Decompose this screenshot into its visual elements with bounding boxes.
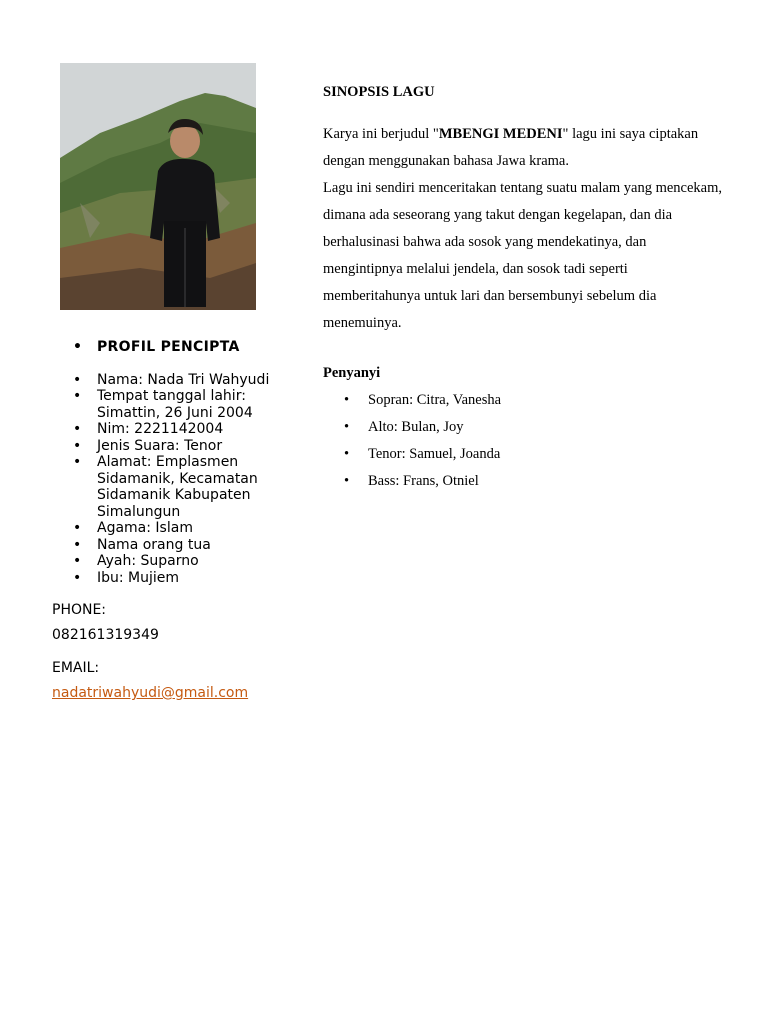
profile-photo-illustration bbox=[60, 63, 256, 310]
synopsis-column bbox=[323, 79, 723, 495]
email-link[interactable]: nadatriwahyudi@gmail.com bbox=[52, 685, 249, 701]
profile-photo bbox=[60, 63, 256, 310]
synopsis-text bbox=[323, 121, 723, 337]
profile-voice: • Jenis Suara: Tenor bbox=[52, 438, 272, 455]
singer-tenor: • Tenor: Samuel, Joanda bbox=[323, 441, 723, 468]
singer-alto: • Alto: Bulan, Joy bbox=[323, 414, 723, 441]
synopsis-title: SINOPSIS LAGU bbox=[323, 84, 435, 100]
profile-heading: • PROFIL PENCIPTA bbox=[52, 339, 272, 356]
profile-name: • Nama: Nada Tri Wahyudi bbox=[52, 372, 272, 389]
singer-soprano: • Sopran: Citra, Vanesha bbox=[323, 387, 723, 414]
profile-nim: • Nim: 2221142004 bbox=[52, 421, 272, 438]
profile-column bbox=[52, 63, 272, 702]
profile-mother: • Ibu: Mujiem bbox=[52, 570, 272, 587]
profile-father: • Ayah: Suparno bbox=[52, 553, 272, 570]
profile-heading-list bbox=[52, 339, 272, 356]
phone-label: PHONE: bbox=[52, 602, 107, 618]
synopsis-intro-before: Karya ini berjudul " bbox=[323, 126, 439, 142]
song-title: MBENGI MEDENI bbox=[438, 126, 563, 142]
singer-bass: • Bass: Frans, Otniel bbox=[323, 468, 723, 495]
profile-info-list bbox=[52, 372, 272, 587]
synopsis-body: Lagu ini sendiri menceritakan tentang suatu malam yang mencekam, dimana ada seseorang yang takut dengan kegelapan, dan dia berhalusinasi bahwa ada sosok yang mendekatinya, dan mengintipnya melalui jendela, dan sosok tadi seperti memberitahunya untuk lari dan bersembunyi sebelum dia menemuinya. bbox=[323, 180, 723, 331]
email-label: EMAIL: bbox=[52, 660, 100, 676]
phone-value: 082161319349 bbox=[52, 627, 159, 643]
singers-heading: Penyanyi bbox=[323, 365, 381, 381]
profile-religion: • Agama: Islam bbox=[52, 520, 272, 537]
synopsis-intro-after: " lagu ini saya ciptakan dengan menggunakan bahasa Jawa krama. bbox=[323, 126, 699, 169]
profile-parents: • Nama orang tua bbox=[52, 537, 272, 554]
email-row bbox=[52, 684, 272, 702]
singers-list bbox=[323, 387, 723, 495]
profile-birth: • Tempat tanggal lahir: Simattin, 26 Juni 2004 bbox=[52, 388, 272, 421]
profile-address: • Alamat: Emplasmen Sidamanik, Kecamatan Sidamanik Kabupaten Simalungun bbox=[52, 454, 272, 520]
